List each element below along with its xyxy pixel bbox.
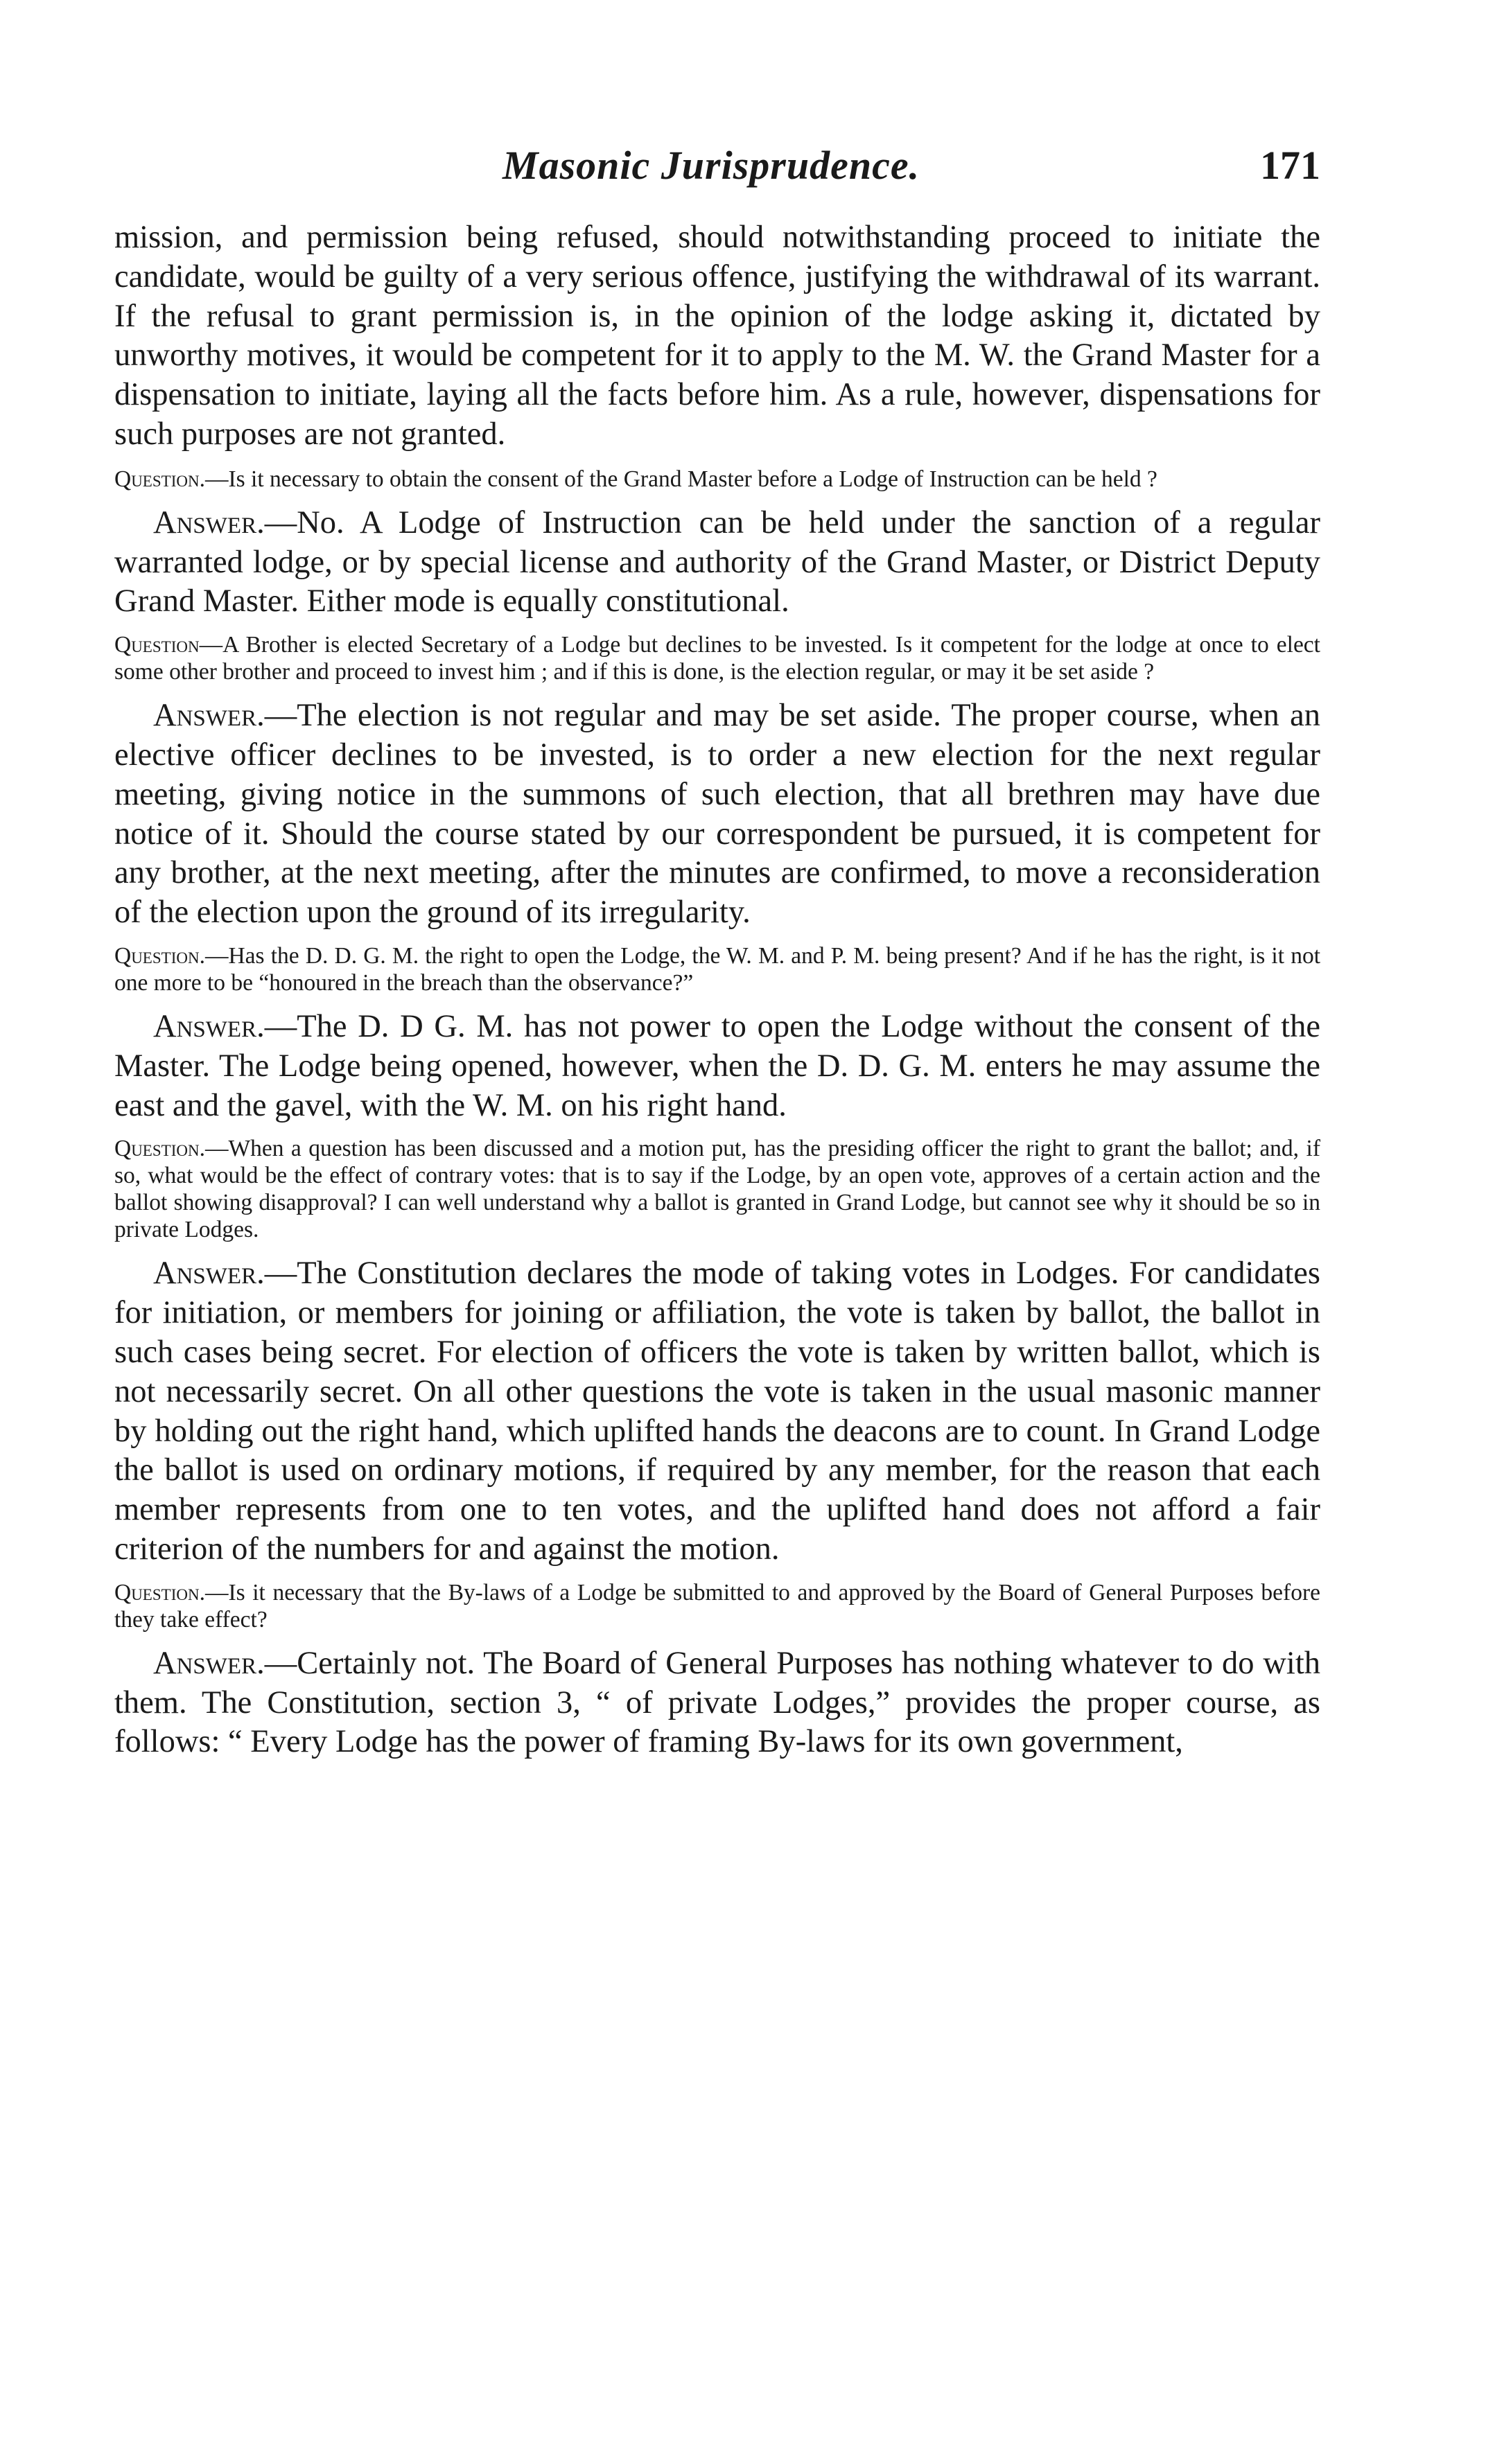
question-2 [114,631,1320,685]
page-header [114,142,1320,218]
answer-label: Answer. [153,504,265,540]
page-number: 171 [1260,143,1320,188]
answer-4 [114,1254,1320,1569]
answer-label: Answer. [153,1645,265,1681]
question-text: —Is it necessary that the By-laws of a Lodge be submitted to and approved by the Board of General Purposes before they take effect? [114,1579,1320,1633]
question-label: Question [114,632,200,658]
question-label: Question. [114,1579,205,1605]
answer-label: Answer. [153,1256,265,1292]
answer-3 [114,1007,1320,1125]
question-text: —When a question has been discussed and a motion put, has the presiding officer the right to grant the ballot; and, if so, what would be the effect of contrary votes: that is to say if the Lodge, by an open vote, approves of a certain action and the ballot showing disapproval? I can well understand why a ballot is granted in Grand Lodge, but cannot see why it should be so in private Lodges. [114,1136,1320,1243]
question-label: Question. [114,1136,205,1162]
answer-text: —No. A Lodge of Instruction can be held under the sanction of a regular warranted lodge, or by special license and authority of the Grand Master, or District Deputy Grand Master. Either mode is equally constitutional. [114,504,1320,619]
question-1 [114,466,1320,493]
continued-paragraph [114,218,1320,455]
question-4 [114,1135,1320,1243]
running-head: Masonic Jurisprudence. [502,143,920,188]
answer-text: —The Constitution declares the mode of taking votes in Lodges. For candidates for initiation, or members for joining or affiliation, the vote is taken by ballot, the ballot in such cases being secret. For election of officers the vote is taken by written ballot, which is not necessarily secret. On all other questions the vote is taken in the usual masonic manner by holding out the right hand, which uplifted hands the deacons are to count. In Grand Lodge the ballot is used on ordinary motions, if required by any member, for the reason that each member represents from one to ten votes, and the uplifted hand does not afford a fair criterion of the numbers for and against the motion. [114,1256,1320,1567]
answer-2 [114,696,1320,933]
question-text: —A Brother is elected Secretary of a Lodge but declines to be invested. Is it competent for the lodge at once to elect some other brother and proceed to invest him ; and if this is done, is the election regular, or may it be set aside ? [114,632,1320,685]
answer-label: Answer. [153,698,265,734]
answer-1 [114,504,1320,622]
answer-5 [114,1644,1320,1762]
answer-text: —The D. D G. M. has not power to open the Lodge without the consent of the Master. The Lodge being opened, however, when the D. D. G. M. enters he may assume the east and the gavel, with the W. M. on his right hand. [114,1008,1320,1123]
question-text: —Has the D. D. G. M. the right to open the Lodge, the W. M. and P. M. being present? And if he has the right, is it not one more to be “honoured in the breach than the observance?” [114,942,1320,996]
question-5 [114,1579,1320,1633]
question-text: —Is it necessary to obtain the consent of the Grand Master before a Lodge of Instruction can be held ? [204,466,1157,492]
question-label: Question. [114,942,205,969]
answer-text: —The election is not regular and may be set aside. The proper course, when an elective officer declines to be invested, is to order a new election for the next regular meeting, giving notice in the summons of such election, that all brethren may have due notice of it. Should the course stated by our correspondent be pursued, it is competent for any brother, at the next meeting, after the minutes are confirmed, to move a reconsideration of the election upon the ground of its irregularity. [114,698,1320,931]
answer-text: —Certainly not. The Board of General Purposes has nothing whatever to do with them. The Constitution, section 3, “ of private Lodges,” provides the proper course, as follows: “ Every Lodge has the power of framing By-laws for its own government, [114,1645,1320,1760]
question-label: Question. [114,466,205,492]
paragraph-text: mission, and permission being refused, should notwithstanding proceed to initiate the candidate, would be guilty of a very serious offence, justifying the withdrawal of its warrant. If the refusal to grant permission is, in the opinion of the lodge asking it, dictated by unworthy motives, it would be competent for it to apply to the M. W. the Grand Master for a dispensation to initiate, laying all the facts before him. As a rule, however, dispensations for such purposes are not granted. [114,220,1320,452]
book-page [114,142,1320,1762]
answer-label: Answer. [153,1008,265,1044]
question-3 [114,942,1320,996]
